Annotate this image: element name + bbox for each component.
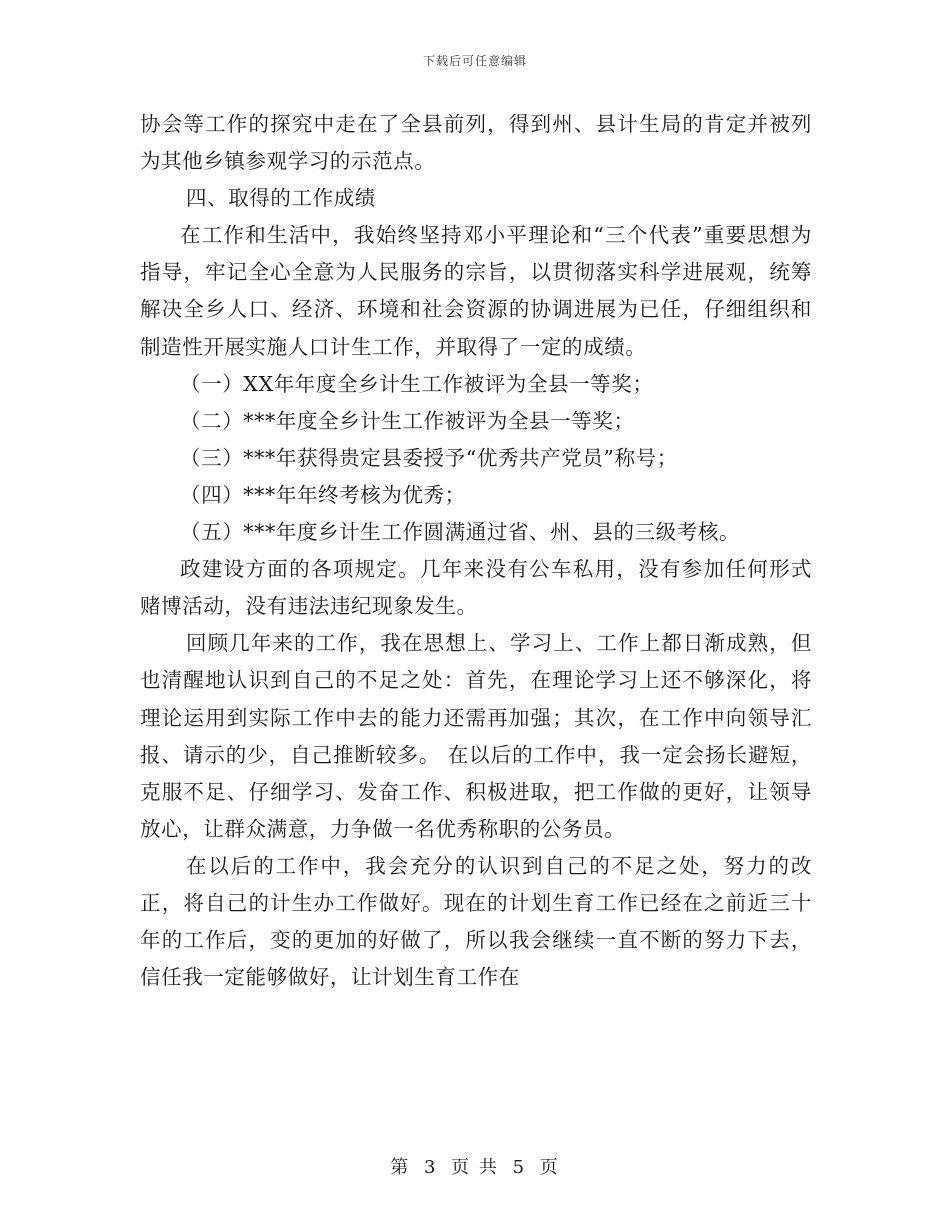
paragraph-conduct: 政建设方面的各项规定。几年来没有公车私用，没有参加任何形式赌博活动，没有违法违纪现象发生。: [140, 557, 812, 619]
footer-total-pages: 5: [512, 1157, 527, 1178]
paragraph-achievements-intro: 在工作和生活中，我始终坚持邓小平理论和“三个代表”重要思想为指导，牢记全心全意为人民服务的宗旨，以贯彻落实科学进展观，统筹解决全乡人口、经济、环境和社会资源的协调进展为已任，仔细组织和制造性开展实施人口计生工作，并取得了一定的成绩。: [140, 223, 812, 359]
paragraph-review: 回顾几年来的工作，我在思想上、学习上、工作上都日渐成熟，但也清醒地认识到自己的不足之处：首先，在理论学习上还不够深化，将理论运用到实际工作中去的能力还需再加强；其次，在工作中向领导汇报、请示的少，自己推断较多。 在以后的工作中，我一定会扬长避短，克服不足、仔细学习、发奋工作、积极进取，把工作做的更好，让领导放心，让群众满意，力争做一名优秀称职的公务员。: [140, 631, 812, 841]
list-item-2: （二）***年度全乡计生工作被评为全县一等奖；: [180, 408, 635, 433]
list-item-5: （五）***年度乡计生工作圆满通过省、州、县的三级考核。: [180, 520, 741, 545]
document-body: [140, 106, 812, 996]
paragraph-continuation: 协会等工作的探究中走在了全县前列，得到州、县计生局的肯定并被列为其他乡镇参观学习的示范点。: [140, 112, 812, 174]
footer-middle: 页 共: [451, 1157, 499, 1178]
page-header: 下载后可任意编辑: [422, 54, 527, 68]
footer-suffix: 页: [539, 1157, 560, 1178]
paragraph-future: 在以后的工作中，我会充分的认识到自己的不足之处，努力的改正，将自己的计生办工作做好。现在的计划生育工作已经在之前近三十年的工作后，变的更加的好做了，所以我会继续一直不断的努力下去，信任我一定能够做好，让计划生育工作在: [140, 853, 812, 990]
footer-current-page: 3: [423, 1157, 438, 1178]
page-footer: [0, 1153, 950, 1179]
list-item-4: （四）***年年终考核为优秀；: [180, 482, 466, 507]
footer-prefix: 第: [390, 1157, 411, 1178]
list-item-1: （一）XX年年度全乡计生工作被评为全县一等奖；: [180, 371, 654, 396]
list-item-3: （三）***年获得贵定县委授予“优秀共产党员”称号；: [180, 445, 678, 470]
section-heading: 四、取得的工作成绩: [186, 186, 376, 211]
